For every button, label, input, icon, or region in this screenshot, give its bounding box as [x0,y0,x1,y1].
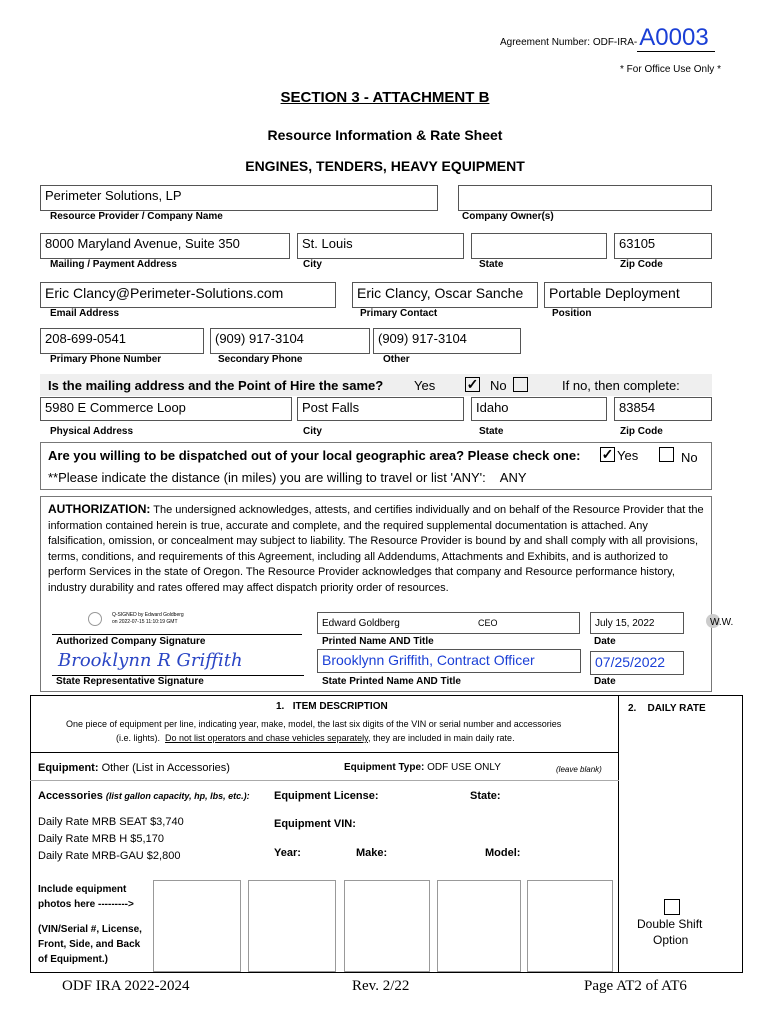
equipment-type-row [344,762,501,773]
photo-slot-1[interactable] [153,880,241,972]
sheet-subtitle: ENGINES, TENDERS, HEAVY EQUIPMENT [245,158,525,174]
photos-line-4: Front, Side, and Back [38,939,141,950]
printed-name: Edward Goldberg [322,618,400,629]
company-name-field[interactable]: Perimeter Solutions, LP [40,185,438,211]
physical-address-field[interactable]: 5980 E Commerce Loop [40,397,292,421]
email-label: Email Address [50,308,120,319]
item-heading-text: ITEM DESCRIPTION [292,701,388,712]
equipment-type-label: Equipment Type: [344,762,425,773]
model-label: Model: [485,847,521,859]
instructions-2a: (i.e. lights). [116,733,161,743]
distance-answer[interactable]: ANY [499,470,527,485]
state-field[interactable] [471,233,607,259]
sheet-title: Resource Information & Rate Sheet [267,127,503,143]
state-printed-field[interactable]: Brooklynn Griffith, Contract Officer [317,649,581,673]
item-heading [276,701,388,712]
make-label: Make: [356,847,388,859]
instructions-2c: , they are included in main daily rate. [367,733,515,743]
agreement-label: Agreement Number: ODF-IRA- [500,37,638,48]
printed-title: CEO [478,618,498,628]
esign-line-1: Q-SIGNED by Edward Goldberg [112,612,184,618]
esign-seal-icon [88,612,102,626]
header-row-divider [30,752,619,753]
state-date-field[interactable]: 07/25/2022 [590,651,684,675]
point-of-hire-question: Is the mailing address and the Point of Hire the same? [48,378,384,393]
item-instructions-2 [116,733,515,743]
photos-line-5: of Equipment.) [38,954,108,965]
primary-phone-label: Primary Phone Number [50,354,162,365]
state-signature: Brooklynn R Griffith [58,650,243,671]
state-signature-field[interactable] [52,650,304,676]
photo-slot-3[interactable] [344,880,430,972]
photos-line-3: (VIN/Serial #, License, [38,924,142,935]
zip-label: Zip Code [620,259,663,270]
equipment-license-label: Equipment License: [274,790,379,802]
hire-zip-field[interactable]: 83854 [614,397,712,421]
photo-slot-2[interactable] [248,880,336,972]
other-phone-label: Other [383,354,410,365]
position-field[interactable]: Portable Deployment [544,282,712,308]
mailing-address-field[interactable]: 8000 Maryland Avenue, Suite 350 [40,233,290,259]
rate-heading-text: DAILY RATE [647,703,706,714]
printed-name-field[interactable] [317,612,580,634]
photos-line-1: Include equipment [38,884,127,895]
equipment-type-value: ODF USE ONLY [427,762,501,773]
year-label: Year: [274,847,301,859]
email-field[interactable]: Eric Clancy@Perimeter-Solutions.com [40,282,336,308]
accessory-line-2[interactable]: Daily Rate MRB H $5,170 [38,833,164,845]
section-title: SECTION 3 - ATTACHMENT B [280,89,490,106]
company-signature-label: Authorized Company Signature [56,636,206,647]
company-name-label: Resource Provider / Company Name [50,211,223,222]
city-label: City [303,259,322,270]
accessories-hint: (list gallon capacity, hp, lbs, etc.): [105,791,250,801]
if-no-label: If no, then complete: [562,378,680,393]
hire-city-label: City [303,426,322,437]
equipment-state-label: State: [470,790,501,802]
initials-text: W.W. [710,617,734,628]
company-date-label: Date [594,636,616,647]
double-shift-label-2: Option [653,933,689,947]
distance-question-text: **Please indicate the distance (in miles) you are willing to travel or list 'ANY': [48,470,486,485]
accessory-line-1[interactable]: Daily Rate MRB SEAT $3,740 [38,816,184,828]
primary-phone-field[interactable]: 208-699-0541 [40,328,204,354]
company-owner-label: Company Owner(s) [462,211,554,222]
authorization-text [48,502,708,596]
hire-state-field[interactable]: Idaho [471,397,607,421]
accessories-row [38,790,250,802]
point-of-hire-yes-label: Yes [414,378,436,393]
dispatch-no-checkbox[interactable] [659,447,674,462]
accessories-label: Accessories [38,790,103,802]
point-of-hire-no-label: No [490,378,507,393]
position-label: Position [552,308,592,319]
photo-slot-5[interactable] [527,880,613,972]
photo-slot-4[interactable] [437,880,521,972]
footer-revision: Rev. 2/22 [352,978,410,994]
state-signature-label: State Representative Signature [56,676,204,687]
dispatch-question: Are you willing to be dispatched out of your local geographic area? Please check one: [48,448,581,463]
other-phone-field[interactable]: (909) 917-3104 [373,328,521,354]
zip-field[interactable]: 63105 [614,233,712,259]
hire-state-label: State [479,426,504,437]
dispatch-no-label: No [681,450,698,465]
state-label: State [479,259,504,270]
photos-line-2: photos here ---------> [38,899,134,910]
distance-question [48,470,527,485]
state-date-label: Date [594,676,616,687]
company-date-field[interactable]: July 15, 2022 [590,612,684,634]
item-number: 1. [276,701,285,712]
instructions-2b: Do not list operators and chase vehicles separately [165,733,368,743]
esign-line-2: on 2022-07-15 11:10:19 GMT [112,619,178,625]
agreement-number[interactable]: A0003 [637,24,714,52]
point-of-hire-yes-checkbox[interactable]: ✓ [466,376,479,392]
accessory-line-3[interactable]: Daily Rate MRB-GAU $2,800 [38,850,181,862]
equipment-label: Equipment: [38,762,99,774]
authorization-body: The undersigned acknowledges, attests, and certifies individually and on behalf of the Resource Provider that the information contained herein is true, accurate and complete, and the required supplemental documentation is attached. Any falsification, omission, or concealment may subject to liability. The Resource Provider is bound by and shall comply with all provisions, terms, conditions, and requirements of this Agreement, including all Addendums, Attachments and Exhibits, and is authorized to perform Services in the state of Oregon. The Resource Provider acknowledges that company and Resource performance history, industry durability and rates offered may affect dispatch priority order of resources. [48,504,704,594]
company-signature-field[interactable] [52,610,302,635]
primary-contact-label: Primary Contact [360,308,438,319]
daily-rate-heading [628,703,706,714]
authorization-heading: AUTHORIZATION: [48,502,151,516]
rate-column-divider [618,695,619,973]
footer-form-id: ODF IRA 2022-2024 [62,978,190,994]
mailing-address-label: Mailing / Payment Address [50,259,177,270]
physical-address-label: Physical Address [50,426,134,437]
hire-zip-label: Zip Code [620,426,663,437]
secondary-phone-label: Secondary Phone [218,354,303,365]
dispatch-yes-label: Yes [617,448,639,463]
leave-blank-note: (leave blank) [556,765,602,774]
double-shift-checkbox[interactable] [664,899,680,915]
dispatch-yes-checkbox[interactable]: ✓ [601,446,614,462]
equipment-row [38,762,230,774]
agreement-number-row [500,24,715,52]
point-of-hire-no-checkbox[interactable] [513,377,528,392]
footer-page: Page AT2 of AT6 [584,978,687,994]
double-shift-label-1: Double Shift [637,917,703,931]
hire-city-field[interactable]: Post Falls [297,397,464,421]
rate-number: 2. [628,703,637,714]
equipment-value[interactable]: Other (List in Accessories) [101,762,230,774]
company-owner-field[interactable] [458,185,712,211]
equipment-row-divider [30,780,619,781]
primary-contact-field[interactable]: Eric Clancy, Oscar Sanche [352,282,538,308]
item-instructions-1: One piece of equipment per line, indicating year, make, model, the last six digits of the VIN or serial number and accessories [66,719,562,729]
secondary-phone-field[interactable]: (909) 917-3104 [210,328,370,354]
office-use-note: * For Office Use Only * [620,64,721,75]
state-printed-label: State Printed Name AND Title [322,676,461,687]
equipment-vin-label: Equipment VIN: [274,818,356,830]
city-field[interactable]: St. Louis [297,233,464,259]
printed-name-label: Printed Name AND Title [322,636,434,647]
